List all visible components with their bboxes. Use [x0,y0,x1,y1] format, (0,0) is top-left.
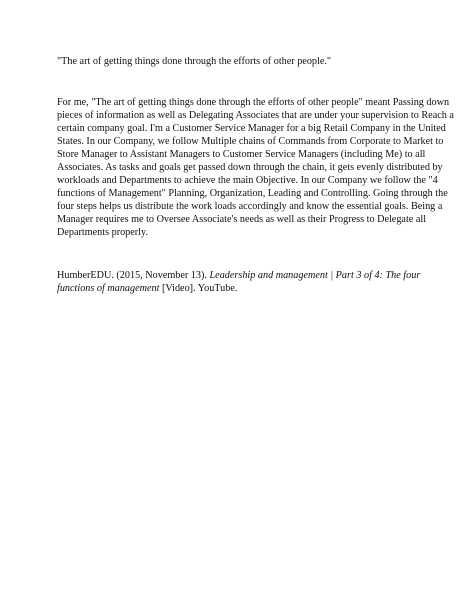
citation-author-date: HumberEDU. (2015, November 13). [57,270,210,281]
paragraph-line: Store Manager to Assistant Managers to Customer Service Managers (including Me) to all [57,149,426,160]
paragraph-line: pieces of information as well as Delegating Associates that are under your supervision to Reach a [57,110,454,121]
citation-line-1 [57,269,420,282]
citation-line-2 [57,282,420,295]
paragraph-line: States. In our Company, we follow Multiple chains of Commands from Corporate to Market to [57,136,444,147]
paragraph-line: Associates. As tasks and goals get passed down through the chain, it gets evenly distributed by [57,162,443,173]
paragraph-line: For me, "The art of getting things done through the efforts of other people" meant Passing down [57,97,450,108]
body-paragraph [57,96,454,239]
paragraph-line: workloads and Departments to achieve the main Objective. In our Company we follow the "4 [57,175,438,186]
paragraph-line: Departments properly. [57,227,148,238]
opening-quote: "The art of getting things done through the efforts of other people." [57,56,332,67]
paragraph-line: functions of Management" Planning, Organization, Leading and Controlling. Going through the [57,188,448,199]
paragraph-line: four steps helps us distribute the work loads accordingly and know the essential goals. Being a [57,201,443,212]
citation-title-part2: functions of management [57,283,160,294]
paragraph-line: certain company goal. I'm a Customer Service Manager for a big Retail Company in the United [57,123,446,134]
citation-suffix: [Video]. YouTube. [159,283,238,294]
citation-title-part1: Leadership and management | Part 3 of 4: The four [209,270,421,281]
reference-citation [57,269,420,295]
paragraph-line: Manager requires me to Oversee Associate's needs as well as their Progress to Delegate all [57,214,427,225]
